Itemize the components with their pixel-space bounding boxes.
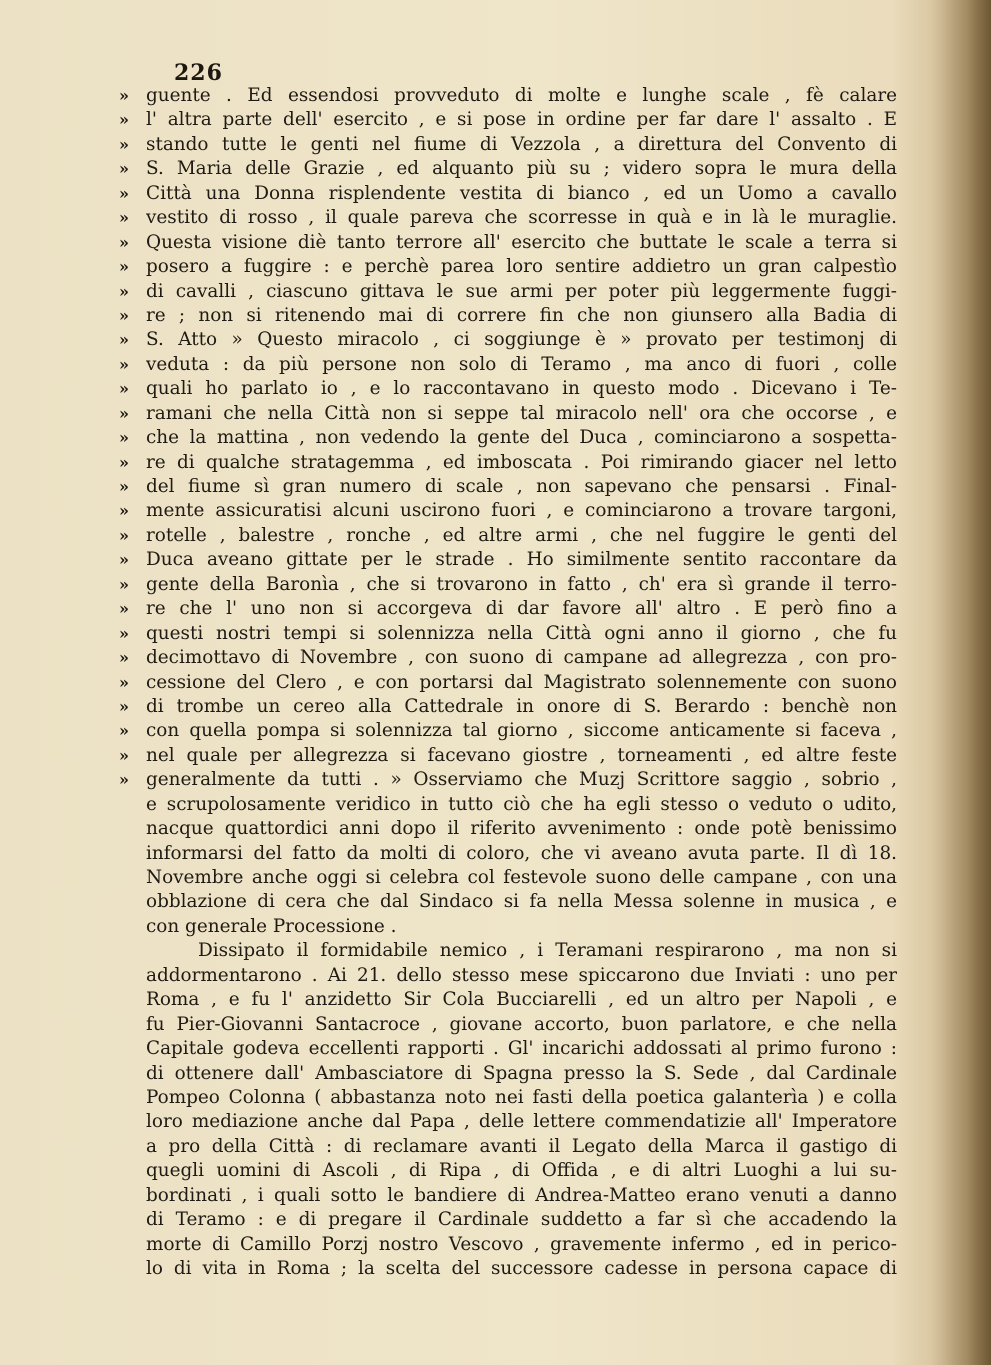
text-line xyxy=(119,988,897,1012)
line-text: re ; non si ritenendo mai di correre fin che non giunsero alla Badia di xyxy=(146,304,897,326)
text-line xyxy=(119,84,897,108)
line-text: Capitale godeva eccellenti rapporti . Gl' incarichi addossati al primo furono : xyxy=(146,1038,897,1060)
quote-mark: » xyxy=(119,525,129,545)
text-line xyxy=(119,451,897,475)
line-text: di Teramo : e di pregare il Cardinale suddetto a far sì che accadendo la xyxy=(146,1209,897,1231)
quote-mark: » xyxy=(119,721,129,741)
text-line xyxy=(119,793,897,817)
quote-mark: » xyxy=(119,599,129,619)
quote-mark: » xyxy=(119,403,129,423)
line-text: Dissipato il formidabile nemico , i Teramani respirarono , ma non si xyxy=(198,940,897,962)
text-line xyxy=(119,939,897,963)
text-line xyxy=(119,1257,897,1281)
quote-mark: » xyxy=(119,183,129,203)
quote-mark: » xyxy=(119,159,129,179)
text-line xyxy=(119,524,897,548)
line-text: questi nostri tempi si solennizza nella Città ogni anno il giorno , che fu xyxy=(146,622,897,644)
quote-mark: » xyxy=(119,574,129,594)
line-text: del fiume sì gran numero di scale , non sapevano che pensarsi . Final- xyxy=(146,476,897,497)
text-line xyxy=(119,695,897,719)
line-text: ramani che nella Città non si seppe tal miracolo nell' ora che occorse , e xyxy=(146,402,897,424)
text-line xyxy=(119,548,897,572)
line-text: addormentarono . Ai 21. dello stesso mese spiccarono due Inviati : uno per xyxy=(146,964,897,986)
quote-mark: » xyxy=(119,281,129,301)
line-text: informarsi del fatto da molti di coloro, che vi aveano avuta parte. Il dì 18. xyxy=(146,842,897,864)
text-line xyxy=(119,1184,897,1208)
text-line xyxy=(119,206,897,230)
page-number: 226 xyxy=(174,60,223,86)
quote-mark: » xyxy=(119,354,129,374)
text-line xyxy=(119,1062,897,1086)
text-line xyxy=(119,426,897,450)
text-line xyxy=(119,890,897,914)
line-text: cessione del Clero , e con portarsi dal Magistrato solennemente con suono xyxy=(146,671,897,693)
text-line xyxy=(119,328,897,352)
text-line xyxy=(119,133,897,157)
text-line xyxy=(119,1233,897,1257)
line-text: e scrupolosamente veridico in tutto ciò che ha egli stesso o veduto o udito, xyxy=(146,793,897,815)
line-text: nacque quattordici anni dopo il riferito avvenimento : onde potè benissimo xyxy=(146,818,897,840)
line-text: S. Atto » Questo miracolo , ci soggiunge è » provato per testimonj di xyxy=(146,329,897,351)
text-line xyxy=(119,1013,897,1037)
binding-shadow xyxy=(931,0,991,1365)
line-text: veduta : da più persone non solo di Teramo , ma anco di fuori , colle xyxy=(146,353,897,375)
text-line xyxy=(119,1110,897,1134)
text-line xyxy=(119,1037,897,1061)
text-line xyxy=(119,1159,897,1183)
text-line xyxy=(119,377,897,401)
line-text: generalmente da tutti . » Osserviamo che Muzj Scrittore saggio , sobrio , xyxy=(146,769,897,791)
quote-mark: » xyxy=(119,648,129,668)
line-text: Città una Donna risplendente vestita di bianco , ed un Uomo a cavallo xyxy=(146,182,897,204)
line-text: bordinati , i quali sotto le bandiere di Andrea-Matteo erano venuti a danno xyxy=(146,1184,897,1206)
quote-mark: » xyxy=(119,745,129,765)
text-line xyxy=(119,499,897,523)
quote-mark: » xyxy=(119,428,129,448)
text-line xyxy=(119,1135,897,1159)
line-text: vestito di rosso , il quale pareva che scorresse in quà e in là le muraglie. xyxy=(146,207,897,229)
line-text: guente . Ed essendosi provveduto di molte e lunghe scale , fè calare xyxy=(146,85,897,106)
line-text: fu Pier-Giovanni Santacroce , giovane accorto, buon parlatore, e che nella xyxy=(146,1013,897,1035)
text-line xyxy=(119,964,897,988)
line-text: re di qualche stratagemma , ed imboscata . Poi rimirando giacer nel letto xyxy=(146,451,897,473)
quote-mark: » xyxy=(119,110,129,130)
line-text: stando tutte le genti nel fiume di Vezzola , a direttura del Convento di xyxy=(146,133,897,155)
text-line xyxy=(119,915,897,939)
line-text: gente della Baronìa , che si trovarono in fatto , ch' era sì grande il terro- xyxy=(146,573,897,595)
line-text: morte di Camillo Porzj nostro Vescovo , gravemente infermo , ed in perico- xyxy=(146,1233,897,1255)
line-text: obblazione di cera che dal Sindaco si fa nella Messa solenne in musica , e xyxy=(146,891,897,913)
quote-mark: » xyxy=(119,134,129,154)
line-text: re che l' uno non si accorgeva di dar favore all' altro . E però fino a xyxy=(146,598,897,620)
quote-mark: » xyxy=(119,696,129,716)
text-line xyxy=(119,231,897,255)
line-text: l' altra parte dell' esercito , e si pose in ordine per far dare l' assalto . E xyxy=(146,109,897,131)
line-text: Roma , e fu l' anzidetto Sir Cola Bucciarelli , ed un altro per Napoli , e xyxy=(146,989,897,1011)
text-line xyxy=(119,817,897,841)
text-line xyxy=(119,1208,897,1232)
line-text: Questa visione diè tanto terrore all' esercito che buttate le scale a terra si xyxy=(146,231,897,253)
text-line xyxy=(119,622,897,646)
quote-mark: » xyxy=(119,208,129,228)
line-text: Duca aveano gittate per le strade . Ho similmente sentito raccontare da xyxy=(146,549,897,571)
quote-mark: » xyxy=(119,623,129,643)
text-line xyxy=(119,768,897,792)
text-line xyxy=(119,671,897,695)
text-line xyxy=(119,255,897,279)
line-text: loro mediazione anche dal Papa , delle lettere commendatizie all' Imperatore xyxy=(146,1111,897,1133)
text-line xyxy=(119,353,897,377)
text-line xyxy=(119,719,897,743)
line-text: decimottavo di Novembre , con suono di campane ad allegrezza , con pro- xyxy=(146,647,897,669)
quote-mark: » xyxy=(119,330,129,350)
line-text: Novembre anche oggi si celebra col festevole suono delle campane , con una xyxy=(146,867,897,888)
quote-mark: » xyxy=(119,257,129,277)
line-text: quali ho parlato io , e lo raccontavano in questo modo . Dicevano i Te- xyxy=(146,378,897,400)
text-line xyxy=(119,157,897,181)
quote-mark: » xyxy=(119,379,129,399)
text-line xyxy=(119,304,897,328)
line-text: mente assicuratisi alcuni uscirono fuori , e cominciarono a trovare targoni, xyxy=(146,500,897,522)
line-text: che la mattina , non vedendo la gente del Duca , cominciarono a sospetta- xyxy=(146,427,897,449)
line-text: Pompeo Colonna ( abbastanza noto nei fasti della poetica galanterìa ) e colla xyxy=(146,1086,897,1108)
text-line xyxy=(119,182,897,206)
text-line xyxy=(119,573,897,597)
line-text: rotelle , balestre , ronche , ed altre armi , che nel fuggire le genti del xyxy=(146,524,897,546)
quote-mark: » xyxy=(119,770,129,790)
text-line xyxy=(119,475,897,499)
line-text: quegli uomini di Ascoli , di Ripa , di Offida , e di altri Luoghi a lui su- xyxy=(146,1160,897,1182)
line-text: S. Maria delle Grazie , ed alquanto più su ; videro sopra le mura della xyxy=(146,158,897,180)
quote-mark: » xyxy=(119,305,129,325)
line-text: con generale Processione . xyxy=(146,915,397,937)
quote-mark: » xyxy=(119,550,129,570)
line-text: di cavalli , ciascuno gittava le sue armi per poter più leggermente fuggi- xyxy=(146,280,897,302)
line-text: di ottenere dall' Ambasciatore di Spagna presso la S. Sede , dal Cardinale xyxy=(146,1062,897,1084)
text-line xyxy=(119,280,897,304)
line-text: nel quale per allegrezza si facevano giostre , torneamenti , ed altre feste xyxy=(146,744,897,766)
text-line xyxy=(119,402,897,426)
text-line xyxy=(119,866,897,890)
text-line xyxy=(119,744,897,768)
text-line xyxy=(119,597,897,621)
line-text: lo di vita in Roma ; la scelta del successore cadesse in persona capace di xyxy=(146,1258,897,1279)
quote-mark: » xyxy=(119,501,129,521)
quote-mark: » xyxy=(119,452,129,472)
text-line xyxy=(119,842,897,866)
quote-mark: » xyxy=(119,232,129,252)
line-text: posero a fuggire : e perchè parea loro sentire addietro un gran calpestìo xyxy=(146,256,897,278)
text-block xyxy=(119,84,897,1281)
text-line xyxy=(119,646,897,670)
quote-mark: » xyxy=(119,672,129,692)
line-text: con quella pompa si solennizza tal giorno , siccome anticamente si faceva , xyxy=(146,720,897,742)
quote-mark: » xyxy=(119,86,129,105)
text-line xyxy=(119,108,897,132)
line-text: di trombe un cereo alla Cattedrale in onore di S. Berardo : benchè non xyxy=(146,695,897,717)
line-text: a pro della Città : di reclamare avanti il Legato della Marca il gastigo di xyxy=(146,1135,897,1157)
text-line xyxy=(119,1086,897,1110)
quote-mark: » xyxy=(119,477,129,496)
